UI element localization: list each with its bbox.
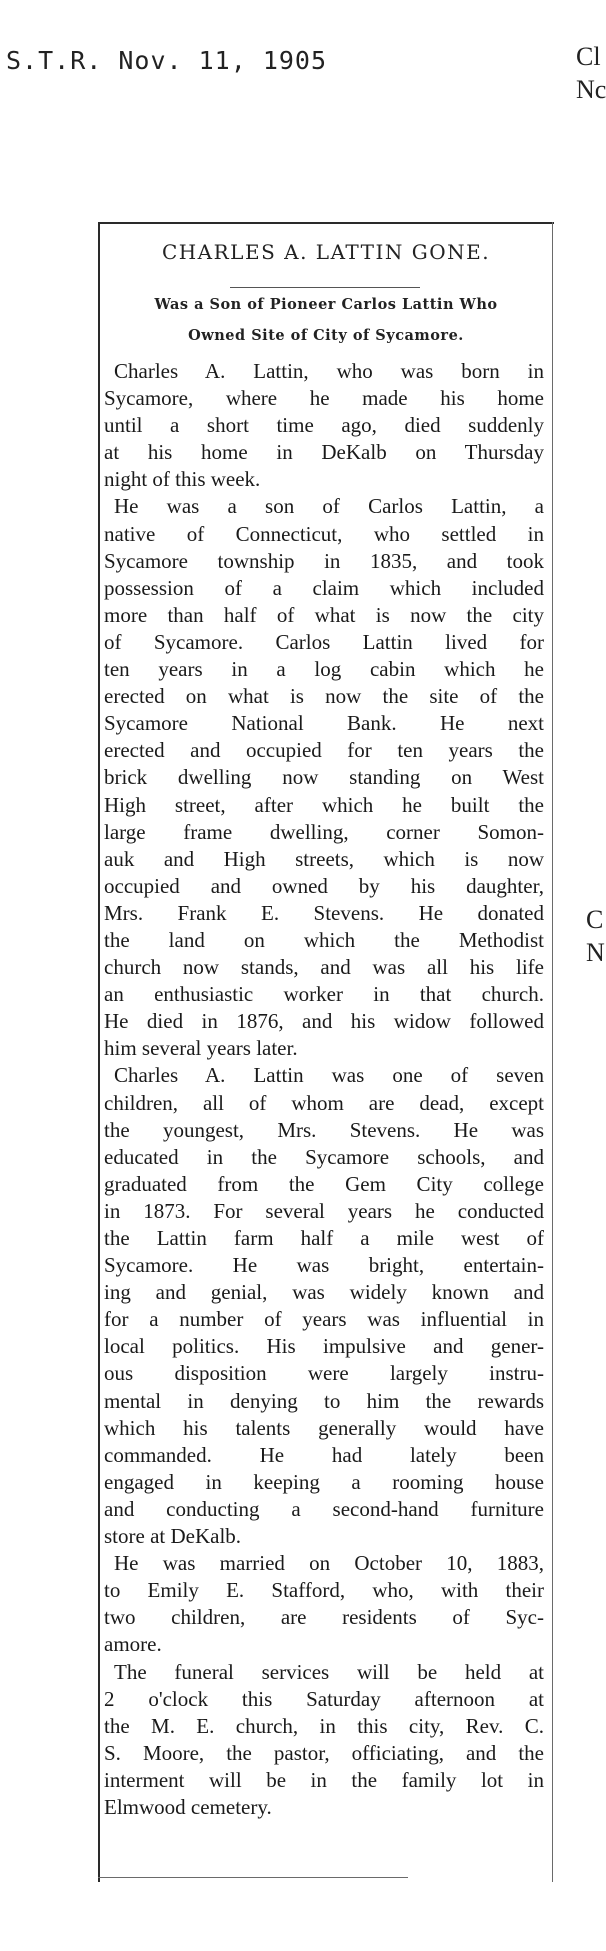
article-line: until a short time ago, died suddenly — [104, 413, 544, 438]
article-line: more than half of what is now the city — [104, 602, 544, 627]
article-line: children, all of whom are dead, except — [104, 1090, 544, 1115]
article-line: Elmwood cemetery. — [104, 1794, 272, 1819]
article-line: High street, after which he built the — [104, 792, 544, 817]
article-line: and conducting a second-hand furniture — [104, 1496, 544, 1521]
article-line: to Emily E. Stafford, who, with their — [104, 1578, 544, 1603]
article-line: S. Moore, the pastor, officiating, and the — [104, 1740, 544, 1765]
article-line: an enthusiastic worker in that church. — [104, 982, 544, 1007]
article-line: educated in the Sycamore schools, and — [104, 1144, 544, 1169]
article-line: large frame dwelling, corner Somon- — [104, 819, 544, 844]
article-line: graduated from the Gem City college — [104, 1171, 544, 1196]
article-line: Sycamore township in 1835, and took — [104, 548, 544, 573]
article-line: in 1873. For several years he conducted — [104, 1198, 544, 1223]
article-line: brick dwelling now standing on West — [104, 765, 544, 790]
article-line: Sycamore National Bank. He next — [104, 711, 544, 736]
article-line: 2 o'clock this Saturday afternoon at — [104, 1686, 544, 1711]
edge-fragment: Cl — [576, 42, 601, 71]
article-line: at his home in DeKalb on Thursday — [104, 440, 544, 465]
article-line: ous disposition were largely instru- — [104, 1361, 544, 1386]
article-line: He died in 1876, and his widow followed — [104, 1009, 544, 1034]
article-line: erected on what is now the site of the — [104, 684, 544, 709]
article-line: erected and occupied for ten years the — [104, 738, 544, 763]
article-line: ten years in a log cabin which he — [104, 657, 544, 682]
article-headline: CHARLES A. LATTIN GONE. — [161, 240, 491, 264]
article-line: auk and High streets, which is now — [104, 846, 544, 871]
article-line: for a number of years was influential in — [104, 1307, 544, 1332]
article-line: Mrs. Frank E. Stevens. He donated — [104, 900, 544, 925]
clipping-bottom-rule — [98, 1877, 408, 1878]
article-line: possession of a claim which included — [104, 575, 544, 600]
article-line: church now stands, and was all his life — [104, 955, 544, 980]
article-line: amore. — [104, 1632, 162, 1657]
article-line: him several years later. — [104, 1036, 298, 1061]
article-line: Charles A. Lattin was one of seven — [114, 1063, 544, 1088]
article-line: native of Connecticut, who settled in — [104, 521, 544, 546]
article-line: Charles A. Lattin, who was born in — [114, 359, 544, 383]
article-line: night of this week. — [104, 467, 261, 492]
article-subhead-line-1: Was a Son of Pioneer Carlos Lattin Who — [154, 296, 498, 313]
article-line: the land on which the Methodist — [104, 927, 544, 952]
article-line: ing and genial, was widely known and — [104, 1280, 544, 1305]
source-date-line: S.T.R. Nov. 11, 1905 — [6, 46, 328, 75]
edge-fragment: Nc — [576, 75, 606, 104]
article-line: occupied and owned by his daughter, — [104, 873, 544, 898]
article-line: Sycamore, where he made his home — [104, 386, 544, 411]
edge-fragment: N — [586, 938, 605, 967]
article-line: of Sycamore. Carlos Lattin lived for — [104, 629, 544, 654]
article-line: Sycamore. He was bright, entertain- — [104, 1253, 544, 1278]
article-line: the M. E. church, in this city, Rev. C. — [104, 1713, 544, 1738]
article-line: interment will be in the family lot in — [104, 1767, 544, 1792]
article-line: commanded. He had lately been — [104, 1442, 544, 1467]
article-line: store at DeKalb. — [104, 1524, 242, 1549]
article-line: He was a son of Carlos Lattin, a — [114, 494, 544, 519]
article-line: two children, are residents of Syc- — [104, 1605, 544, 1630]
article-line: the youngest, Mrs. Stevens. He was — [104, 1117, 544, 1142]
cut-off-edge-text-top — [576, 40, 606, 106]
article-line: engaged in keeping a rooming house — [104, 1469, 544, 1494]
article-line: He was married on October 10, 1883, — [114, 1551, 544, 1576]
article-line: the Lattin farm half a mile west of — [104, 1226, 544, 1250]
article-line: mental in denying to him the rewards — [104, 1388, 544, 1413]
article-line: which his talents generally would have — [104, 1415, 544, 1440]
clipping-right-rule — [552, 222, 553, 1882]
article-line: local politics. His impulsive and gener- — [104, 1334, 544, 1359]
edge-fragment: C — [586, 905, 604, 934]
cut-off-edge-text-middle — [586, 903, 605, 969]
headline-separator — [230, 287, 420, 288]
article-subhead-line-2: Owned Site of City of Sycamore. — [188, 327, 464, 344]
article-body — [104, 358, 544, 1821]
article-line: The funeral services will be held at — [114, 1659, 544, 1684]
